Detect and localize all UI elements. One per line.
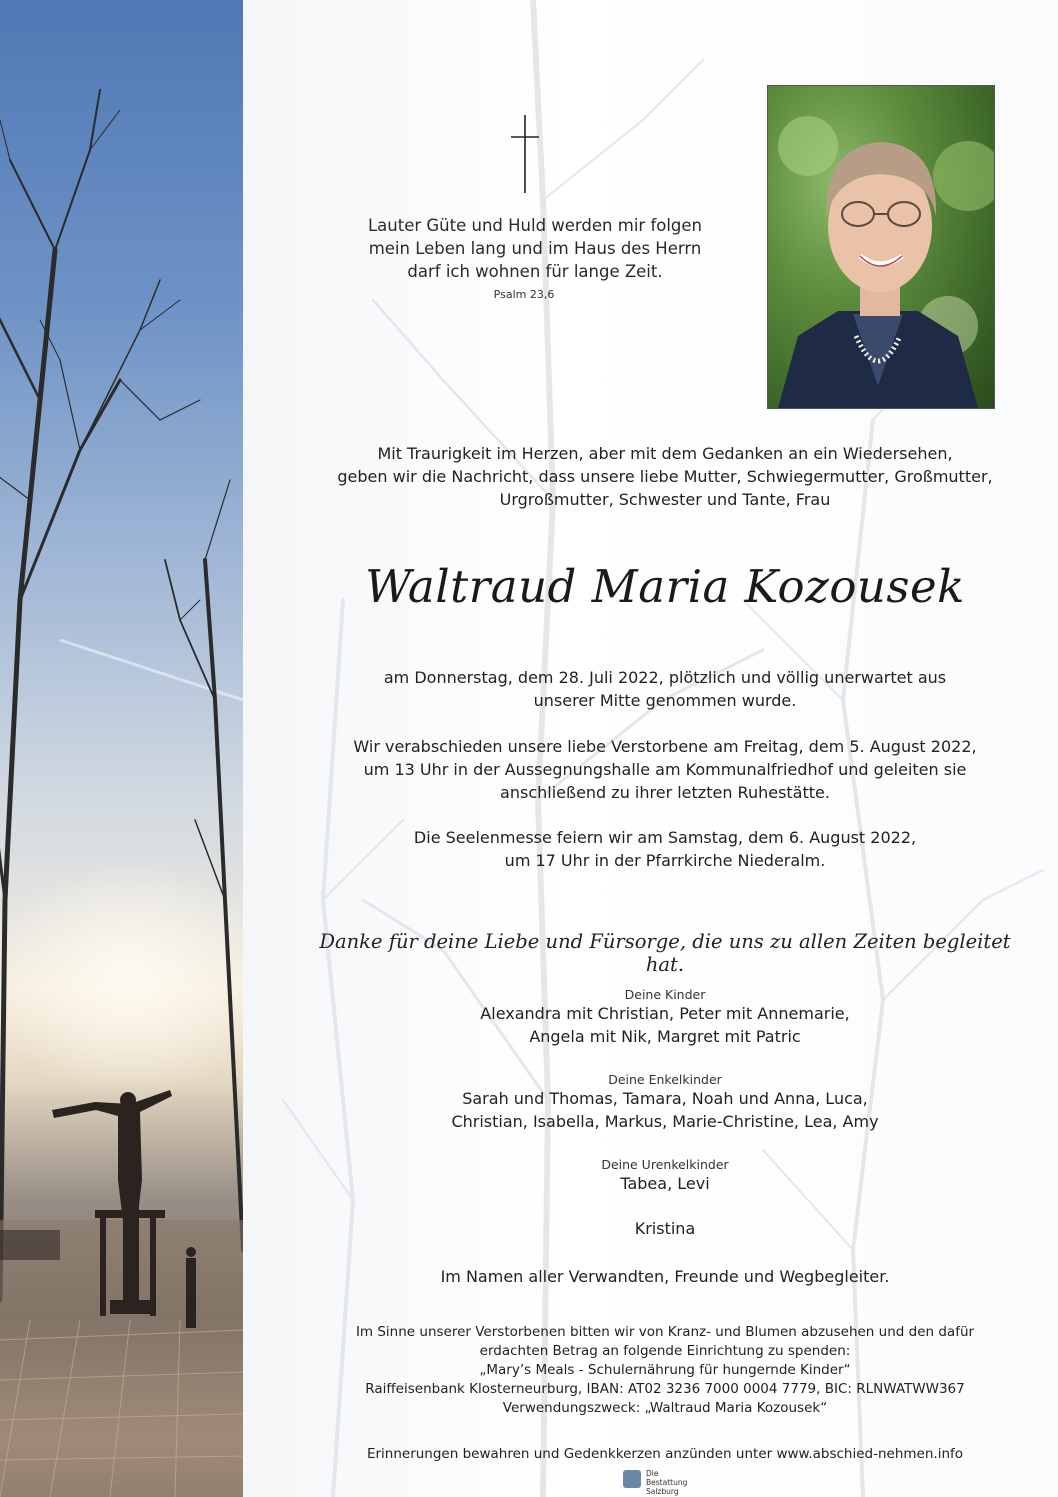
portrait-photo xyxy=(767,85,995,409)
psalm-line: darf ich wohnen für lange Zeit. xyxy=(407,262,663,281)
children-label: Deine Kinder xyxy=(624,987,706,1002)
death-notice-line: unserer Mitte genommen wurde. xyxy=(533,691,797,710)
donation-request xyxy=(300,1323,1030,1418)
children-group xyxy=(330,987,1000,1048)
intro-text xyxy=(300,442,1030,511)
funeral-line: anschließend zu ihrer letzten Ruhestätte. xyxy=(500,783,830,802)
cross-icon xyxy=(510,115,540,193)
closing-line: Im Namen aller Verwandten, Freunde und Wegbegleiter. xyxy=(440,1267,890,1286)
grandchildren-line: Christian, Isabella, Markus, Marie-Christine, Lea, Amy xyxy=(451,1112,879,1131)
donation-line: Im Sinne unserer Verstorbenen bitten wir von Kranz- und Blumen abzusehen und den dafür xyxy=(355,1324,975,1340)
children-line: Angela mit Nik, Margret mit Patric xyxy=(529,1027,801,1046)
psalm-line: Lauter Güte und Huld werden mir folgen xyxy=(367,216,703,235)
grandchildren-group xyxy=(330,1072,1000,1133)
funeral-line: um 13 Uhr in der Aussegnungshalle am Kommunalfriedhof und geleiten sie xyxy=(363,760,967,779)
death-notice xyxy=(330,666,1000,712)
mass-line: um 17 Uhr in der Pfarrkirche Niederalm. xyxy=(504,851,826,870)
great-grandchildren-group xyxy=(330,1157,1000,1195)
psalm-reference: Psalm 23,6 xyxy=(493,288,555,301)
thanks-quote: Danke für deine Liebe und Fürsorge, die uns zu allen Zeiten begleitet hat. xyxy=(319,930,1011,976)
children-line: Alexandra mit Christian, Peter mit Annemarie, xyxy=(480,1004,850,1023)
donation-line: Raiffeisenbank Klosterneurburg, IBAN: AT02 3236 7000 0004 7779, BIC: RLNWATWW367 xyxy=(365,1381,965,1397)
intro-line: Mit Traurigkeit im Herzen, aber mit dem Gedanken an ein Wiedersehen, xyxy=(377,444,953,463)
bestattung-logo-icon xyxy=(623,1470,641,1488)
intro-line: Urgroßmutter, Schwester und Tante, Frau xyxy=(499,490,831,509)
grandchildren-line: Sarah und Thomas, Tamara, Noah und Anna, Luca, xyxy=(462,1089,868,1108)
great-grandchildren-line: Tabea, Levi xyxy=(620,1174,710,1193)
logo-text xyxy=(646,1469,693,1496)
side-photo-sky-trees xyxy=(0,0,243,1497)
psalm-verse xyxy=(320,214,750,283)
death-notice-line: am Donnerstag, dem 28. Juli 2022, plötzlich und völlig unerwartet aus xyxy=(383,668,947,687)
logo-line: Die Bestattung xyxy=(646,1469,688,1487)
logo-line: Salzburg xyxy=(646,1487,679,1496)
psalm-line: mein Leben lang und im Haus des Herrn xyxy=(368,239,702,258)
donation-line: erdachten Betrag an folgende Einrichtung zu spenden: xyxy=(479,1343,851,1359)
grandchildren-label: Deine Enkelkinder xyxy=(608,1072,722,1087)
funeral-info xyxy=(300,735,1030,804)
donation-line: Verwendungszweck: „Waltraud Maria Kozousek“ xyxy=(502,1400,828,1416)
deceased-name: Waltraud Maria Kozousek xyxy=(365,560,965,613)
donation-line: „Mary’s Meals - Schulernährung für hungernde Kinder“ xyxy=(479,1362,851,1378)
footer-memorial-link[interactable]: Erinnerungen bewahren und Gedenkkerzen anzünden unter www.abschied-nehmen.info xyxy=(366,1446,964,1462)
mass-line: Die Seelenmesse feiern wir am Samstag, dem 6. August 2022, xyxy=(413,828,917,847)
great-grandchildren-label: Deine Urenkelkinder xyxy=(601,1157,729,1172)
other-mourner: Kristina xyxy=(634,1219,696,1238)
mass-info xyxy=(330,826,1000,872)
intro-line: geben wir die Nachricht, dass unsere liebe Mutter, Schwiegermutter, Großmutter, xyxy=(337,467,993,486)
bestattung-logo xyxy=(623,1469,693,1496)
funeral-line: Wir verabschieden unsere liebe Verstorbene am Freitag, dem 5. August 2022, xyxy=(353,737,977,756)
